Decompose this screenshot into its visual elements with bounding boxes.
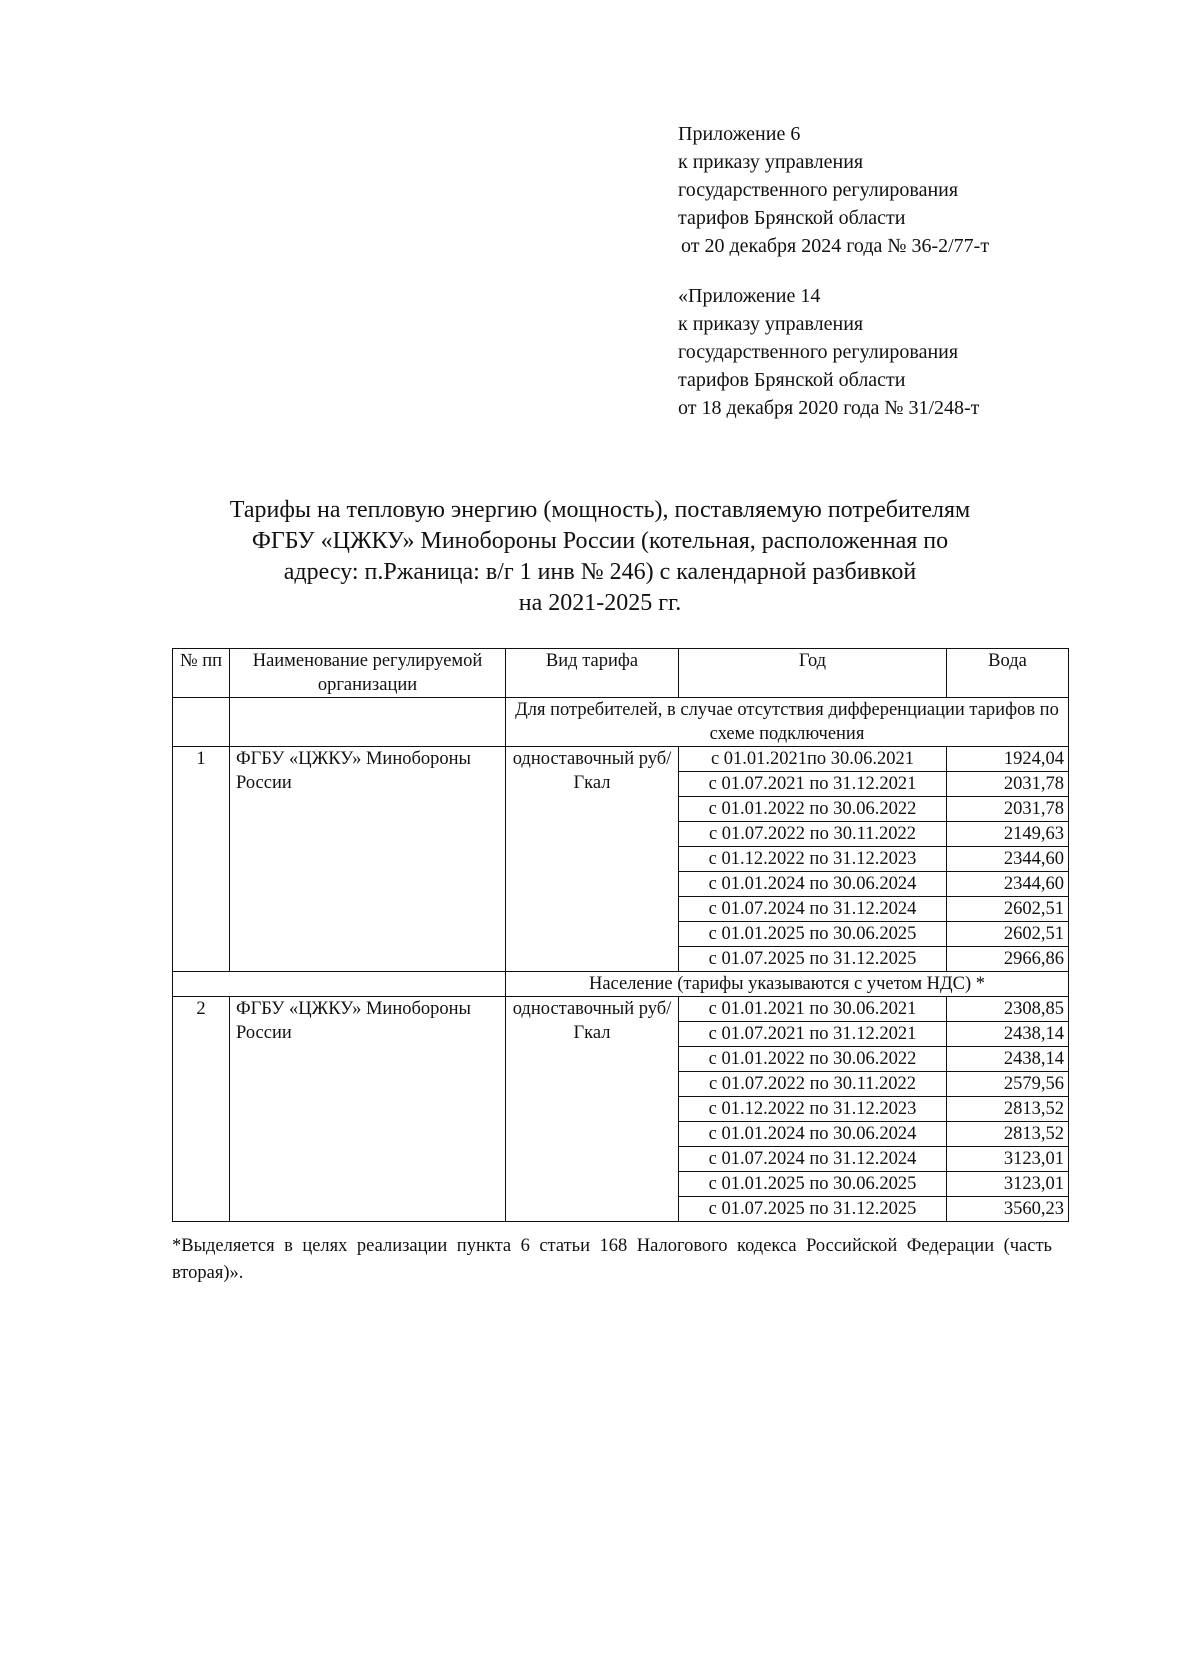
header-num: № пп: [173, 649, 230, 698]
water-tariff-value: 2344,60: [947, 872, 1069, 897]
period-cell: с 01.01.2024 по 30.06.2024: [679, 872, 947, 897]
period-cell: с 01.01.2021 по 30.06.2021: [679, 997, 947, 1022]
annex-line: к приказу управления: [678, 313, 864, 335]
document-title: [100, 495, 1100, 619]
water-tariff-value: 3560,23: [947, 1197, 1069, 1222]
water-tariff-value: 2438,14: [947, 1047, 1069, 1072]
period-cell: с 01.01.2024 по 30.06.2024: [679, 1122, 947, 1147]
section-caption-row: [173, 972, 1069, 997]
annex-header-original: [678, 282, 979, 422]
row-number: 2: [173, 997, 230, 1222]
annex-line: «Приложение 14: [678, 285, 821, 307]
water-tariff-value: 2602,51: [947, 897, 1069, 922]
empty-cell: [173, 698, 230, 747]
period-cell: с 01.01.2022 по 30.06.2022: [679, 797, 947, 822]
water-tariff-value: 2579,56: [947, 1072, 1069, 1097]
empty-cell: [230, 698, 506, 747]
period-cell: с 01.01.2025 по 30.06.2025: [679, 1172, 947, 1197]
period-cell: с 01.12.2022 по 31.12.2023: [679, 847, 947, 872]
section-caption: Население (тарифы указываются с учетом НДС) *: [506, 972, 1069, 997]
water-tariff-value: 2813,52: [947, 1122, 1069, 1147]
header-year: Год: [679, 649, 947, 698]
annex-header-current: [678, 120, 989, 260]
header-water: Вода: [947, 649, 1069, 698]
table-row: [173, 747, 1069, 772]
water-tariff-value: 2966,86: [947, 947, 1069, 972]
water-tariff-value: 2813,52: [947, 1097, 1069, 1122]
period-cell: с 01.07.2025 по 31.12.2025: [679, 947, 947, 972]
header-tariff-type: Вид тарифа: [506, 649, 679, 698]
annex-line: государственного регулирования: [678, 341, 959, 363]
empty-cell: [173, 972, 506, 997]
period-cell: с 01.01.2025 по 30.06.2025: [679, 922, 947, 947]
water-tariff-value: 2438,14: [947, 1022, 1069, 1047]
tariff-type: одноставочный руб/Гкал: [506, 747, 679, 972]
period-cell: с 01.07.2025 по 31.12.2025: [679, 1197, 947, 1222]
organization-name: ФГБУ «ЦЖКУ» Минобороны России: [230, 997, 506, 1222]
footnote: *Выделяется в целях реализации пункта 6 статьи 168 Налогового кодекса Российской Федерации (часть вторая)».: [172, 1236, 1052, 1283]
title-line: на 2021-2025 гг.: [518, 590, 682, 616]
table-header-row: [173, 649, 1069, 698]
water-tariff-value: 1924,04: [947, 747, 1069, 772]
annex-line: тарифов Брянской области: [678, 207, 906, 229]
annex-line: от 18 декабря 2020 года № 31/248-т: [678, 397, 980, 419]
tariff-table: [172, 648, 1069, 1222]
organization-name: ФГБУ «ЦЖКУ» Минобороны России: [230, 747, 506, 972]
title-line: ФГБУ «ЦЖКУ» Минобороны России (котельная, расположенная по: [251, 528, 949, 554]
period-cell: с 01.07.2021 по 31.12.2021: [679, 772, 947, 797]
water-tariff-value: 2602,51: [947, 922, 1069, 947]
period-cell: с 01.07.2024 по 31.12.2024: [679, 1147, 947, 1172]
annex-line: государственного регулирования: [678, 179, 959, 201]
row-number: 1: [173, 747, 230, 972]
water-tariff-value: 2149,63: [947, 822, 1069, 847]
period-cell: с 01.01.2022 по 30.06.2022: [679, 1047, 947, 1072]
section-caption: Для потребителей, в случае отсутствия дифференциации тарифов по схеме подключения: [506, 698, 1069, 747]
period-cell: с 01.07.2021 по 31.12.2021: [679, 1022, 947, 1047]
header-org: Наименование регулируемой организации: [230, 649, 506, 698]
period-cell: с 01.07.2024 по 31.12.2024: [679, 897, 947, 922]
table-row: [173, 997, 1069, 1022]
tariff-type: одноставочный руб/Гкал: [506, 997, 679, 1222]
period-cell: с 01.07.2022 по 30.11.2022: [679, 822, 947, 847]
annex-line: Приложение 6: [678, 123, 801, 145]
annex-line: тарифов Брянской области: [678, 369, 906, 391]
water-tariff-value: 2031,78: [947, 772, 1069, 797]
title-line: Тарифы на тепловую энергию (мощность), поставляемую потребителям: [229, 497, 971, 523]
title-line: адресу: п.Ржаница: в/г 1 инв № 246) с календарной разбивкой: [283, 559, 917, 585]
period-cell: с 01.07.2022 по 30.11.2022: [679, 1072, 947, 1097]
water-tariff-value: 3123,01: [947, 1172, 1069, 1197]
period-cell: с 01.01.2021по 30.06.2021: [679, 747, 947, 772]
water-tariff-value: 2344,60: [947, 847, 1069, 872]
water-tariff-value: 2308,85: [947, 997, 1069, 1022]
water-tariff-value: 3123,01: [947, 1147, 1069, 1172]
annex-line: к приказу управления: [678, 151, 864, 173]
period-cell: с 01.12.2022 по 31.12.2023: [679, 1097, 947, 1122]
water-tariff-value: 2031,78: [947, 797, 1069, 822]
section-caption-row: [173, 698, 1069, 747]
annex-line: от 20 декабря 2024 года № 36-2/77-т: [681, 235, 990, 257]
